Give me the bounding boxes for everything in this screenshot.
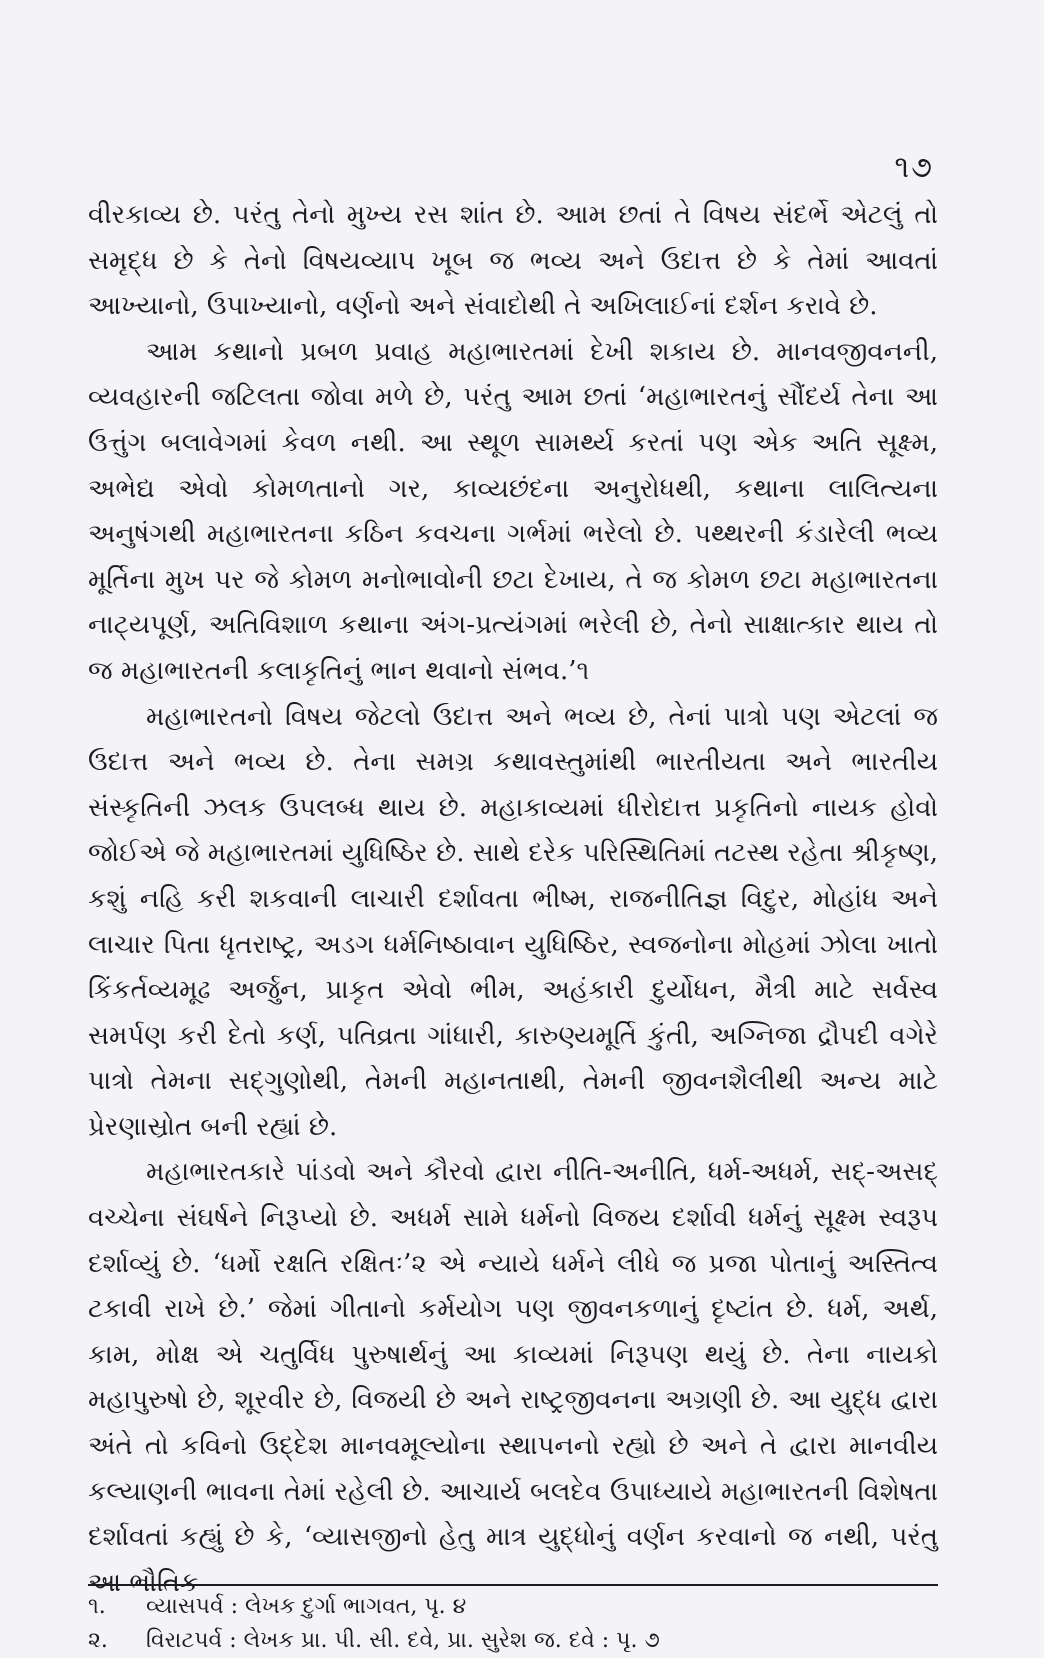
footnote-number: ૧. bbox=[88, 1594, 106, 1619]
paragraph-1: વીરકાવ્ય છે. પરંતુ તેનો મુખ્ય રસ શાંત છે. આમ છતાં તે વિષય સંદર્ભે એટલું તો સમૃદ્ધ છે કે તેનો વિષયવ્યાપ ખૂબ જ ભવ્ય અને ઉદાત્ત છે કે તેમાં આવતાં આખ્યાનો, ઉપાખ્યાનો, વર્ણનો અને સંવાદોથી તે અખિલાઈનાં દર્શન કરાવે છે. bbox=[88, 200, 938, 322]
footnote-1 bbox=[88, 1590, 938, 1624]
footnote-text: વિરાટપર્વ : લેખક પ્રા. પી. સી. દવે, પ્રા. સુરેશ જ. દવે : પૃ. ૭ bbox=[146, 1628, 660, 1653]
paragraph-3: મહાભારતનો વિષય જેટલો ઉદાત્ત અને ભવ્ય છે, તેનાં પાત્રો પણ એટલાં જ ઉદાત્ત અને ભવ્ય છે. તેના સમગ્ર કથાવસ્તુમાંથી ભારતીયતા અને ભારતીય સંસ્કૃતિની ઝલક ઉપલબ્ધ થાય છે. મહાકાવ્યમાં ધીરોદાત્ત પ્રકૃતિનો નાયક હોવો જોઈએ જે મહાભારતમાં યુધિષ્ઠિર છે. સાથે દરેક પરિસ્થિતિમાં તટસ્થ રહેતા શ્રીકૃષ્ણ, કશું નહિ કરી શકવાની લાચારી દર્શાવતા ભીષ્મ, રાજનીતિજ્ઞ વિદુર, મોહાંધ અને લાચાર પિતા ધૃતરાષ્ટ્ર, અડગ ધર્મનિષ્ઠાવાન યુધિષ્ઠિર, સ્વજનોના મોહમાં ઝોલા ખાતો કિંકર્તવ્યમૂઢ અર્જુન, પ્રાકૃત એવો ભીમ, અહંકારી દુર્યોધન, મૈત્રી માટે સર્વસ્વ સમર્પણ કરી દેતો કર્ણ, પતિવ્રતા ગાંધારી, કારુણ્યમૂર્તિ કુંતી, અગ્નિજા દ્રૌપદી વગેરે પાત્રો તેમના સદ્‌ગુણોથી, તેમની મહાનતાથી, તેમની જીવનશૈલીથી અન્ય માટે પ્રેરણાસ્રોત બની રહ્યાં છે. bbox=[88, 701, 938, 1142]
footnote-2 bbox=[88, 1624, 938, 1658]
footnote-text: વ્યાસપર્વ : લેખક દુર્ગા ભાગવત, પૃ. ૪ bbox=[146, 1594, 467, 1619]
footnotes bbox=[88, 1590, 938, 1658]
paragraph-4: મહાભારતકારે પાંડવો અને કૌરવો દ્વારા નીતિ-અનીતિ, ધર્મ-અધર્મ, સદ્‌-અસદ્‌ વચ્ચેના સંઘર્ષને નિરૂપ્યો છે. અધર્મ સામે ધર્મનો વિજય દર્શાવી ધર્મનું સૂક્ષ્મ સ્વરૂપ દર્શાવ્યું છે. ‘ધર્મો રક્ષતિ રક્ષિતઃ’૨ એ ન્યાયે ધર્મને લીધે જ પ્રજા પોતાનું અસ્તિત્વ ટકાવી રાખે છે.’ જેમાં ગીતાનો કર્મયોગ પણ જીવનકળાનું દૃષ્ટાંત છે. ધર્મ, અર્થ, કામ, મોક્ષ એ ચતુર્વિધ પુરુષાર્થનું આ કાવ્યમાં નિરૂપણ થયું છે. તેના નાયકો મહાપુરુષો છે, શૂરવીર છે, વિજયી છે અને રાષ્ટ્રજીવનના અગ્રણી છે. આ યુદ્ધ દ્વારા અંતે તો કવિનો ઉદ્દેશ માનવમૂલ્યોના સ્થાપનનો રહ્યો છે અને તે દ્વારા માનવીય કલ્યાણની ભાવના તેમાં રહેલી છે. આચાર્ય બલદેવ ઉપાધ્યાયે મહાભારતની વિશેષતા દર્શાવતાં કહ્યું છે કે, ‘વ્યાસજીનો હેતુ માત્ર યુદ્ધોનું વર્ણન કરવાનો જ નથી, પરંતુ આ ભૌતિક bbox=[88, 1157, 938, 1598]
paragraph-2: આમ કથાનો પ્રબળ પ્રવાહ મહાભારતમાં દેખી શકાય છે. માનવજીવનની, વ્યવહારની જટિલતા જોવા મળે છે, પરંતુ આમ છતાં ‘મહાભારતનું સૌંદર્ય તેના આ ઉત્તુંગ બલાવેગમાં કેવળ નથી. આ સ્થૂળ સામર્થ્ય કરતાં પણ એક અતિ સૂક્ષ્મ, અભેદ્ય એવો કોમળતાનો ગર, કાવ્યછંદના અનુરોધથી, કથાના લાલિત્યના અનુષંગથી મહાભારતના કઠિન કવચના ગર્ભમાં ભરેલો છે. પથ્થરની કંડારેલી ભવ્ય મૂર્તિના મુખ પર જે કોમળ મનોભાવોની છટા દેખાય, તે જ કોમળ છટા મહાભારતના નાટ્યપૂર્ણ, અતિવિશાળ કથાના અંગ-પ્રત્યંગમાં ભરેલી છે, તેનો સાક્ષાત્કાર થાય તો જ મહાભારતની કલાકૃતિનું ભાન થવાનો સંભવ.’૧ bbox=[88, 336, 938, 686]
body-text bbox=[88, 193, 938, 1606]
footnote-number: ૨. bbox=[88, 1628, 108, 1653]
footnote-divider bbox=[88, 1584, 938, 1586]
page-number: ૧૭ bbox=[894, 150, 934, 185]
